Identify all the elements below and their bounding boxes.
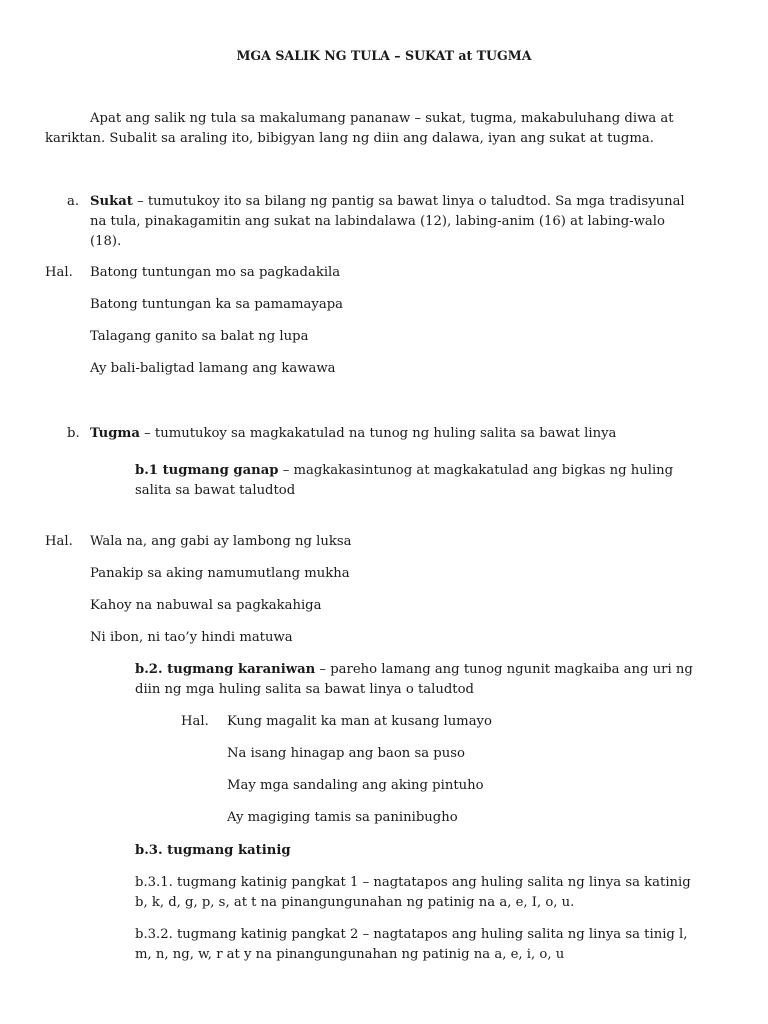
intro-line-2: kariktan. Subalit sa araling ito, bibigyan lang ng diin ang dalawa, iyan ang sukat at tugma. (45, 131, 654, 146)
b2-definition-line-1 (135, 662, 693, 677)
b3-term: b.3. tugmang katinig (135, 843, 291, 858)
page-title: MGA SALIK NG TULA – SUKAT at TUGMA (236, 48, 532, 63)
b2-term: b.2. tugmang karaniwan (135, 662, 316, 677)
example-line: Ay bali-baligtad lamang ang kawawa (90, 361, 336, 376)
hal-label-a: Hal. (45, 265, 73, 280)
hal-label-b1: Hal. (45, 534, 73, 549)
b32-line-1: b.3.2. tugmang katinig pangkat 2 – nagtatapos ang huling salita ng linya sa tinig l, (135, 927, 688, 942)
example-line: Kung magalit ka man at kusang lumayo (227, 714, 492, 729)
tugma-term: Tugma (90, 426, 140, 441)
sukat-definition-line-2: na tula, pinakagamitin ang sukat na labindalawa (12), labing-anim (16) at labing-walo (90, 214, 665, 229)
hal-label-b2: Hal. (181, 714, 209, 729)
sukat-term: Sukat (90, 194, 133, 209)
intro-line-1: Apat ang salik ng tula sa makalumang pananaw – sukat, tugma, makabuluhang diwa at (90, 111, 674, 126)
b2-desc: – pareho lamang ang tunog ngunit magkaiba ang uri ng (315, 662, 693, 677)
sukat-desc: – tumutukoy ito sa bilang ng pantig sa bawat linya o taludtod. Sa mga tradisyunal (132, 194, 685, 209)
b1-term: b.1 tugmang ganap (135, 463, 279, 478)
b32-line-2: m, n, ng, w, r at y na pinangungunahan ng patinig na a, e, i, o, u (135, 947, 565, 962)
b1-desc: – magkakasintunog at magkakatulad ang bigkas ng huling (278, 463, 674, 478)
example-line: Talagang ganito sa balat ng lupa (90, 329, 309, 344)
b2-definition-line-2: diin ng mga huling salita sa bawat linya o taludtod (135, 682, 474, 697)
example-line: Kahoy na nabuwal sa pagkakahiga (90, 598, 322, 613)
example-line: Ni ibon, ni tao’y hindi matuwa (90, 630, 293, 645)
example-line: Na isang hinagap ang baon sa puso (227, 746, 465, 761)
tugma-definition (90, 426, 616, 441)
list-marker-a: a. (67, 194, 80, 209)
example-line: Batong tuntungan mo sa pagkadakila (90, 265, 341, 280)
b3-heading (135, 843, 291, 858)
sukat-definition-line-3: (18). (90, 234, 122, 249)
list-marker-b: b. (67, 426, 80, 441)
b31-line-2: b, k, d, g, p, s, at t na pinangungunahan ng patinig na a, e, I, o, u. (135, 895, 575, 910)
sukat-definition-line-1 (90, 194, 685, 209)
b1-definition-line-2: salita sa bawat taludtod (135, 483, 296, 498)
example-line: May mga sandaling ang aking pintuho (227, 778, 484, 793)
b1-definition-line-1 (135, 463, 673, 478)
example-line: Panakip sa aking namumutlang mukha (90, 566, 350, 581)
example-line: Batong tuntungan ka sa pamamayapa (90, 297, 344, 312)
example-line: Ay magiging tamis sa paninibugho (227, 810, 458, 825)
tugma-desc: – tumutukoy sa magkakatulad na tunog ng huling salita sa bawat linya (139, 426, 617, 441)
example-line: Wala na, ang gabi ay lambong ng luksa (90, 534, 352, 549)
b31-line-1: b.3.1. tugmang katinig pangkat 1 – nagtatapos ang huling salita ng linya sa katinig (135, 875, 691, 890)
